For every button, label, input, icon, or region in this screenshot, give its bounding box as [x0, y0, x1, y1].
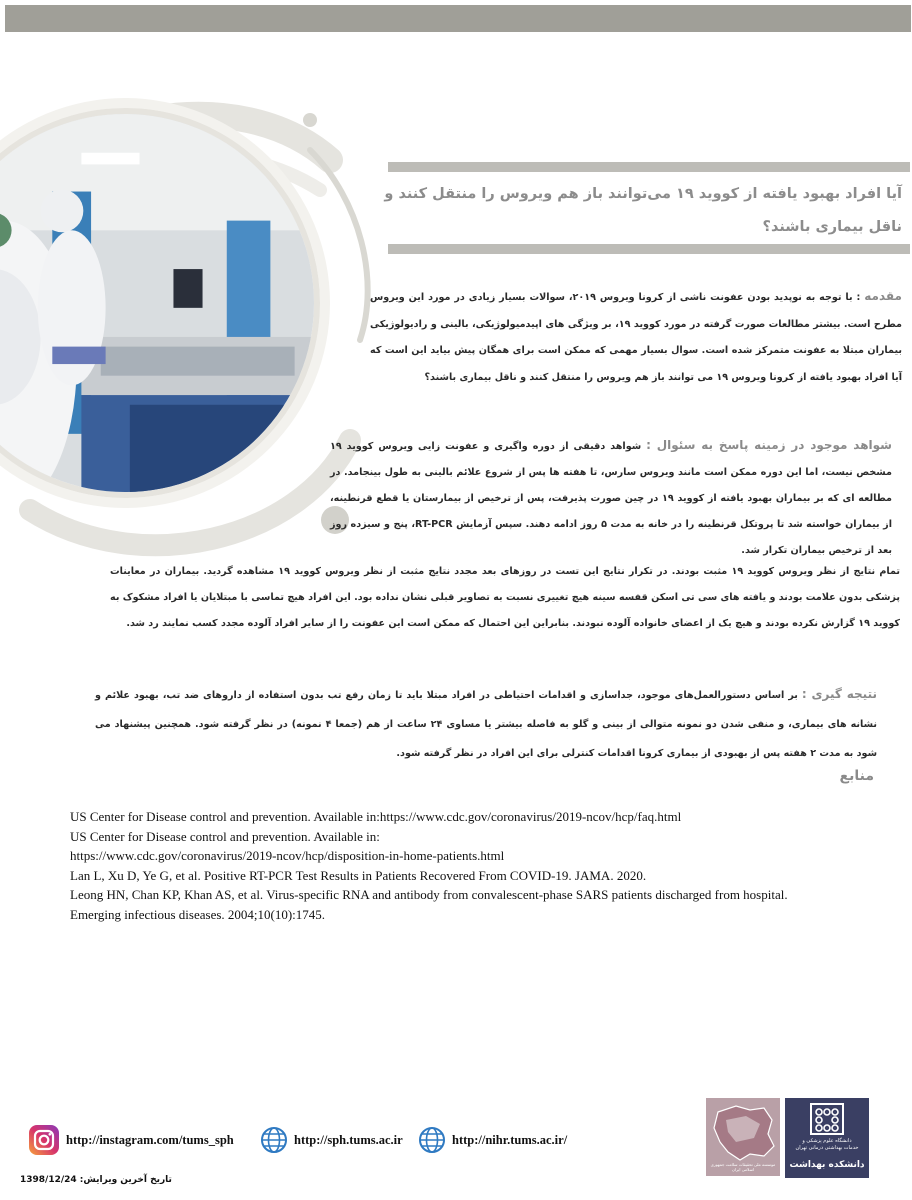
- nihr-url[interactable]: http://nihr.tums.ac.ir/: [452, 1132, 568, 1147]
- reference-line: Leong HN, Chan KP, Khan AS, et al. Virus-specific RNA and antibody from convalescent-phase SARS patients discharged from hospital.: [70, 887, 788, 903]
- results-paragraph: تمام نتایج از نظر ویروس کووید ۱۹ مثبت بودند. در تکرار نتایج این تست در روزهای بعد مجدد نتایج مثبت از نظر ویروس کووید ۱۹ مشاهده گردید. بیماران در معاینات پزشکی بدون علامت بودند و یافته های سی تی اسکن قفسه سینه هیچ تغییری نسبت به تصاویر قبلی نشان نداده بود. این افراد هیچ تماسی با مبتلایان یا افراد مشکوک به کووید ۱۹ گزارش نکرده بودند و هیچ یک از اعضای خانواده آلوده نبودند. بنابراین این احتمال که ممکن است این عفونت را از سایر افراد آلوده مجدد کسب نمایند رد شد.: [110, 566, 900, 629]
- intro-text: : با توجه به نوپدید بودن عفونت ناشی از کرونا ویروس ۲۰۱۹، سوالات بسیار زیادی در مورد این ویروس مطرح است. بیشتر مطالعات صورت گرفته در مورد کووید ۱۹، بر ویژگی های اپیدمیولوژیکی، بالینی و رادیولوژیکی بیماران مبتلا به عفونت متمرکز شده است. سوال بسیار مهمی که ممکن است برای همگان پیش بیاید این است که آیا افراد بهبود یافته از کرونا ویروس ۱۹ می توانند باز هم ویروس را منتقل کنند و ناقل بیماری باشند؟: [370, 292, 902, 383]
- conclusion-label: نتیجه گیری :: [801, 687, 877, 701]
- institute-name: موسسه ملی تحقیقات سلامت جمهوری اسلامی ایران: [710, 1162, 776, 1172]
- references-list: [70, 807, 900, 925]
- tums-logo: [785, 1098, 869, 1178]
- reference-line: https://www.cdc.gov/coronavirus/2019-ncov/hcp/disposition-in-home-patients.html: [70, 848, 505, 864]
- sph-link[interactable]: [260, 1126, 403, 1154]
- university-name: [787, 1138, 867, 1152]
- page-title: آیا افراد بهبود یافته از کووید ۱۹ می‌توانند باز هم ویروس را منتقل کنند و ناقل بیماری باشند؟: [384, 186, 902, 235]
- university-line-1: دانشگاه علوم پزشکی و: [802, 1138, 852, 1144]
- last-edit-date: تاریخ آخرین ویرایش: 1398/12/24: [20, 1175, 172, 1185]
- footer-links: [28, 1124, 588, 1164]
- reference-line: Lan L, Xu D, Ye G, et al. Positive RT-PCR Test Results in Patients Recovered From COVID-19. JAMA. 2020.: [70, 867, 647, 883]
- faculty-name: دانشکده بهداشت: [789, 1160, 865, 1170]
- intro-label: مقدمه: [864, 289, 902, 303]
- nihr-link[interactable]: [418, 1126, 567, 1154]
- conclusion-paragraph: [95, 680, 877, 768]
- nihr-logo: [706, 1098, 780, 1176]
- globe-icon: [418, 1126, 446, 1154]
- evidence-paragraph: [330, 432, 892, 564]
- reference-line: Emerging infectious diseases. 2004;10(10):1745.: [70, 906, 326, 922]
- globe-icon: [260, 1126, 288, 1154]
- instagram-icon: [28, 1124, 60, 1156]
- title-rule-top: [388, 162, 910, 172]
- sph-url[interactable]: http://sph.tums.ac.ir: [294, 1132, 403, 1147]
- evidence-text: شواهد دقیقی از دوره واگیری و عفونت زایی ویروس کووید ۱۹ مشخص نیست، اما این دوره ممکن است مانند ویروس سارس، تا هفته ها پس از شروع علائم بالینی به طول بینجامد. در مطالعه ای که بر بیماران بهبود یافته از کووید ۱۹ در چین صورت پذیرفت، پس از ترخیص از بیمارستان یا قطع قرنطینه، از بیماران خواسته شد تا پروتکل قرنطینه را در خانه به مدت ۵ روز ادامه دهند. سپس آزمایش RT-PCR، پنج و سیزده روز بعد از ترخیص بیماران تکرار شد.: [330, 441, 892, 556]
- instagram-link[interactable]: [28, 1124, 234, 1156]
- conclusion-text: بر اساس دستورالعمل‌های موجود، جداسازی و اقدامات احتیاطی در افراد مبتلا باید تا زمان رفع تب بدون استفاده از داروهای ضد تب، بهبود علائم و نشانه های بیماری، و منفی شدن دو نمونه متوالی از بینی و گلو به فاصله بیشتر یا مساوی ۲۴ ساعت از هم (جمعا ۴ نمونه) در نظر گرفته شود. همچنین پیشنهاد می شود به مدت ۲ هفته پس از بهبودی از بیماری کرونا اقدامات کنترلی برای این افراد در نظر گرفته شود.: [95, 690, 877, 759]
- instagram-url[interactable]: http://instagram.com/tums_sph: [66, 1132, 234, 1147]
- university-line-2: خدمات بهداشتی درمانی تهران: [795, 1145, 859, 1151]
- reference-line: US Center for Disease control and prevention. Available in:https://www.cdc.gov/coronavirus/2019-ncov/hcp/faq.html: [70, 809, 682, 824]
- reference-line: US Center for Disease control and prevention. Available in:: [70, 828, 380, 844]
- references-heading: منابع: [839, 768, 874, 784]
- intro-paragraph: [370, 283, 902, 391]
- title-rule-bottom: [388, 244, 910, 254]
- evidence-label: شواهد موجود در زمینه پاسخ به سئوال :: [646, 438, 892, 452]
- top-banner-bar: [5, 5, 911, 32]
